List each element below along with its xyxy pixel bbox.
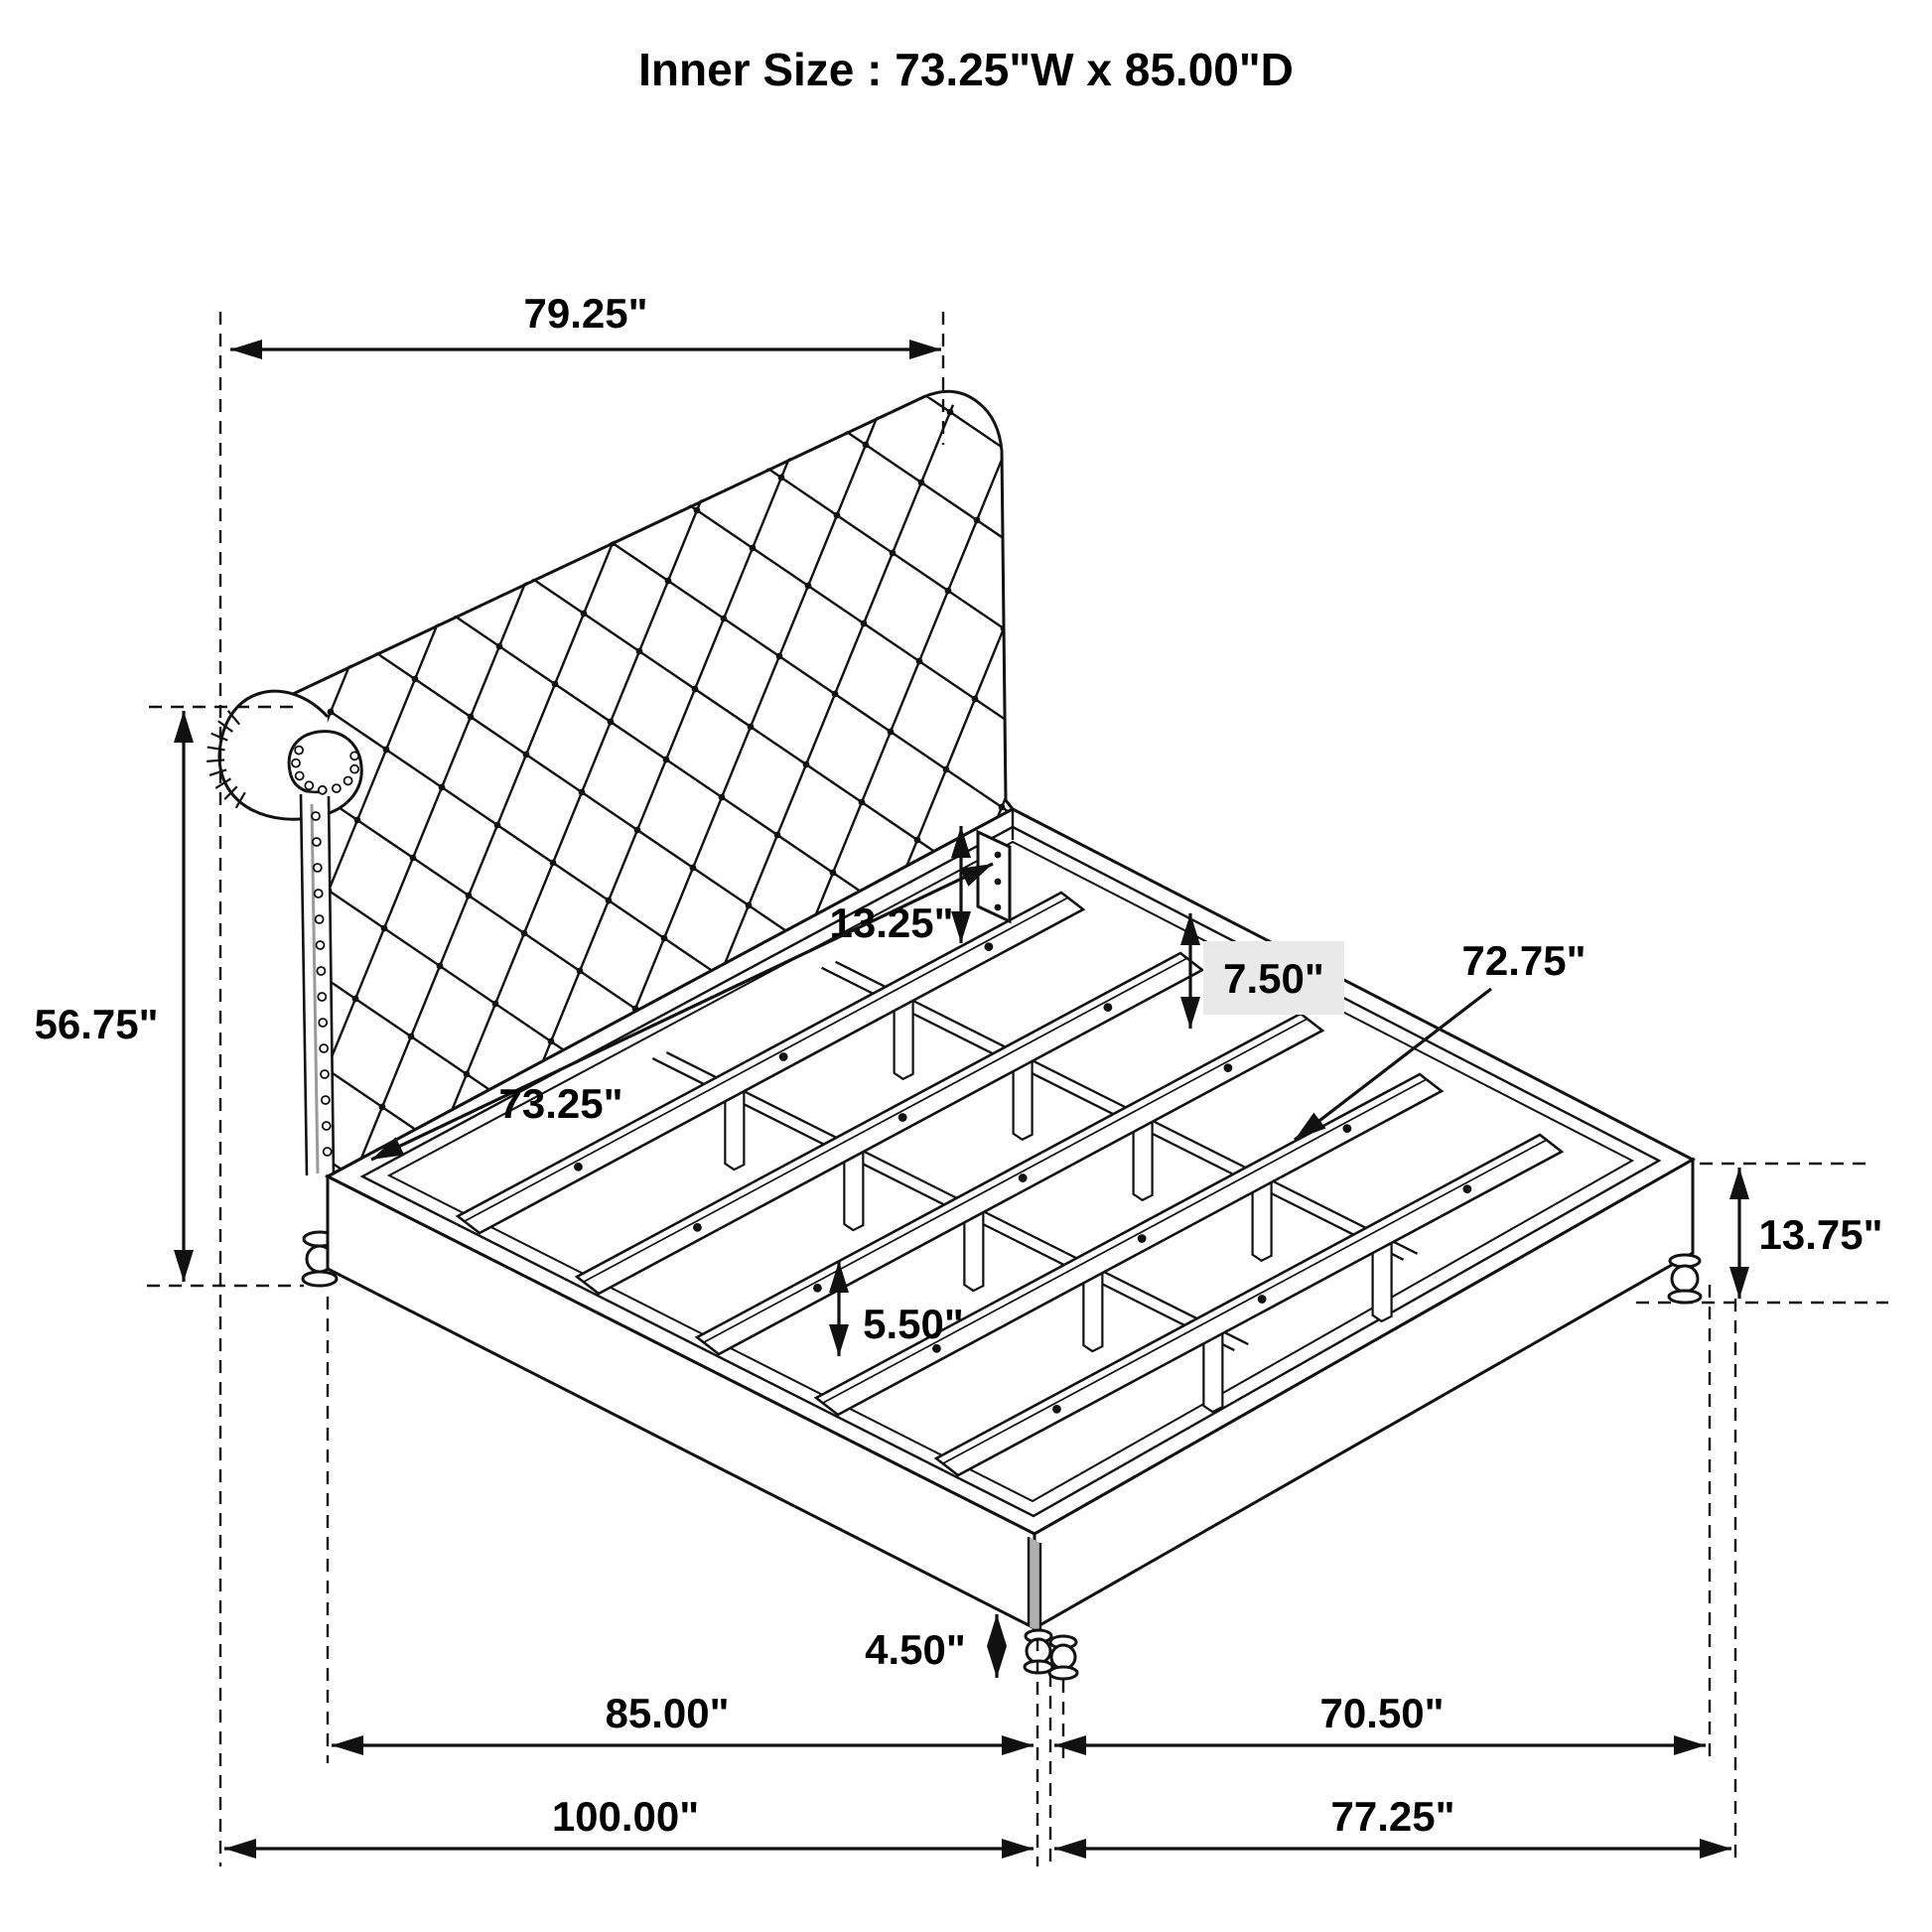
nailhead bbox=[350, 752, 358, 759]
tuft-button bbox=[832, 691, 839, 698]
tuft-button bbox=[441, 606, 448, 613]
tuft-button bbox=[610, 540, 617, 547]
nailhead bbox=[323, 1122, 331, 1130]
dim-overall-depth bbox=[224, 1793, 1034, 1849]
tuft-button bbox=[464, 1071, 471, 1078]
nailhead bbox=[345, 776, 352, 784]
tuft-button bbox=[492, 1001, 499, 1008]
dim-headboard-width bbox=[230, 290, 941, 349]
tuft-button bbox=[295, 1137, 302, 1144]
tuft-button bbox=[974, 517, 981, 524]
hatch-line bbox=[207, 759, 224, 760]
tuft-button bbox=[581, 611, 588, 618]
dim-label-7-50: 7.50" bbox=[1223, 955, 1324, 1002]
tuft-button bbox=[579, 789, 586, 796]
tuft-button bbox=[945, 588, 952, 595]
nailhead bbox=[321, 1070, 329, 1078]
nailhead bbox=[296, 771, 304, 779]
nailhead bbox=[333, 784, 341, 792]
nailhead bbox=[318, 993, 326, 1001]
dim-label-13-25: 13.25" bbox=[829, 899, 954, 946]
tuft-button bbox=[527, 394, 534, 401]
tuft-button bbox=[634, 827, 641, 834]
screw-dot bbox=[574, 1163, 583, 1172]
tuft-button bbox=[830, 870, 837, 877]
tuft-button bbox=[383, 747, 390, 754]
tuft-button bbox=[439, 784, 446, 791]
dim-label-85-00: 85.00" bbox=[605, 1690, 730, 1736]
nailhead bbox=[350, 765, 358, 773]
nailhead bbox=[319, 1019, 327, 1027]
nailhead bbox=[317, 941, 325, 949]
tuft-button bbox=[723, 437, 730, 444]
dim-overall-side bbox=[1054, 1793, 1731, 1849]
tuft-button bbox=[437, 963, 444, 970]
tuft-button bbox=[914, 837, 921, 844]
dim-label-77-25: 77.25" bbox=[1330, 1793, 1455, 1840]
dim-side-rail-height bbox=[1739, 1168, 1883, 1299]
dim-label-73-25: 73.25" bbox=[498, 1080, 623, 1127]
tuft-button bbox=[661, 935, 668, 942]
tuft-button bbox=[1001, 625, 1008, 632]
nailhead bbox=[322, 1096, 330, 1104]
tuft-button bbox=[496, 643, 503, 650]
tuft-button bbox=[778, 475, 785, 482]
nailhead bbox=[316, 915, 324, 923]
dim-label-100-00: 100.00" bbox=[551, 1793, 700, 1840]
tuft-button bbox=[947, 409, 954, 416]
nailhead bbox=[324, 1148, 332, 1156]
mounting-bracket bbox=[978, 832, 1010, 921]
dim-foot-leg-height bbox=[865, 1614, 997, 1678]
screw-dot bbox=[1223, 1063, 1232, 1072]
dim-label-72-75: 72.75" bbox=[1461, 937, 1587, 984]
screw-dot bbox=[813, 1284, 822, 1293]
tuft-button bbox=[776, 653, 783, 660]
nailhead bbox=[313, 838, 321, 846]
tuft-button bbox=[523, 752, 530, 759]
screw-dot bbox=[898, 1113, 907, 1122]
tuft-button bbox=[890, 550, 897, 557]
nailhead bbox=[315, 890, 323, 897]
front-feet bbox=[1025, 1630, 1077, 1679]
tuft-button bbox=[665, 578, 672, 585]
tuft-button bbox=[692, 686, 699, 693]
tuft-button bbox=[498, 465, 505, 472]
screw-dot bbox=[1258, 1295, 1267, 1304]
tuft-button bbox=[918, 480, 925, 486]
tuft-button bbox=[608, 719, 615, 726]
tuft-button bbox=[748, 724, 755, 731]
tuft-button bbox=[356, 638, 363, 645]
tuft-button bbox=[385, 568, 392, 575]
screw-dot bbox=[1138, 1234, 1147, 1243]
front-corner-shadow bbox=[1029, 1537, 1040, 1632]
tuft-button bbox=[381, 925, 388, 932]
tuft-button bbox=[466, 893, 473, 899]
tuft-button bbox=[352, 996, 359, 1003]
tuft-button bbox=[999, 804, 1006, 811]
right-foot bbox=[1669, 1255, 1701, 1303]
screw-dot bbox=[1462, 1184, 1471, 1193]
tuft-button bbox=[667, 399, 674, 406]
tuft-button bbox=[803, 761, 810, 768]
tuft-button bbox=[583, 432, 590, 439]
tuft-button bbox=[606, 897, 613, 904]
tuft-button bbox=[721, 616, 728, 622]
tuft-button bbox=[805, 583, 812, 590]
tuft-button bbox=[694, 507, 701, 514]
screw-dot bbox=[779, 1052, 788, 1061]
dim-inner-depth bbox=[332, 1690, 1034, 1745]
tuft-button bbox=[554, 502, 561, 509]
tuft-button bbox=[943, 766, 950, 773]
tuft-button bbox=[834, 512, 841, 519]
dim-label-4-50: 4.50" bbox=[865, 1626, 966, 1673]
dim-label-13-75: 13.75" bbox=[1758, 1211, 1883, 1258]
nailhead bbox=[320, 1044, 328, 1052]
screw-dot bbox=[1019, 1173, 1028, 1182]
tuft-button bbox=[552, 681, 559, 688]
tuft-button bbox=[916, 658, 923, 665]
tuft-button bbox=[807, 404, 814, 411]
screw-dot bbox=[1052, 1405, 1061, 1414]
tuft-button bbox=[328, 709, 335, 716]
tuft-button bbox=[354, 817, 361, 824]
nailhead bbox=[319, 786, 327, 794]
tuft-button bbox=[663, 757, 670, 763]
tuft-button bbox=[470, 535, 477, 542]
screw-dot bbox=[984, 942, 993, 951]
dim-label-5-50: 5.50" bbox=[863, 1301, 964, 1347]
dim-label-70-50: 70.50" bbox=[1319, 1690, 1445, 1736]
tuft-button bbox=[443, 427, 450, 434]
tuft-button bbox=[863, 442, 870, 449]
tuft-button bbox=[521, 930, 528, 937]
screw-dot bbox=[1103, 1003, 1112, 1012]
screw-dot bbox=[1342, 1124, 1351, 1133]
tuft-button bbox=[525, 573, 532, 580]
dim-label-79-25: 79.25" bbox=[523, 290, 648, 337]
nailhead bbox=[292, 759, 300, 767]
tuft-button bbox=[410, 855, 417, 862]
screw-dot bbox=[693, 1223, 702, 1232]
dim-headboard-height bbox=[34, 711, 184, 1282]
tuft-button bbox=[494, 822, 501, 829]
tuft-button bbox=[636, 648, 643, 655]
tuft-button bbox=[861, 621, 868, 627]
tuft-button bbox=[972, 696, 979, 703]
nailhead bbox=[314, 864, 322, 872]
tuft-button bbox=[550, 860, 557, 867]
tuft-button bbox=[719, 794, 726, 801]
tuft-button bbox=[548, 1038, 555, 1045]
tuft-button bbox=[412, 676, 419, 683]
tuft-button bbox=[859, 799, 866, 806]
nailhead bbox=[317, 967, 325, 975]
nailhead bbox=[295, 747, 303, 755]
tuft-button bbox=[468, 714, 475, 721]
tuft-button bbox=[379, 1104, 386, 1111]
dim-footboard-side bbox=[1054, 1690, 1706, 1745]
tuft-button bbox=[690, 865, 697, 872]
tuft-button bbox=[638, 470, 645, 477]
tuft-button bbox=[746, 902, 753, 909]
tuft-button bbox=[774, 832, 781, 839]
diagram-title: Inner Size : 73.25"W x 85.00"D bbox=[638, 44, 1294, 95]
tuft-button bbox=[408, 1034, 415, 1040]
tuft-button bbox=[1003, 447, 1010, 454]
dim-label-56-75: 56.75" bbox=[34, 1001, 159, 1047]
tuft-button bbox=[414, 497, 421, 504]
tuft-button bbox=[750, 545, 757, 552]
tuft-button bbox=[888, 729, 895, 736]
nailhead bbox=[305, 781, 313, 789]
tuft-button bbox=[577, 968, 584, 975]
nailhead bbox=[312, 812, 320, 820]
